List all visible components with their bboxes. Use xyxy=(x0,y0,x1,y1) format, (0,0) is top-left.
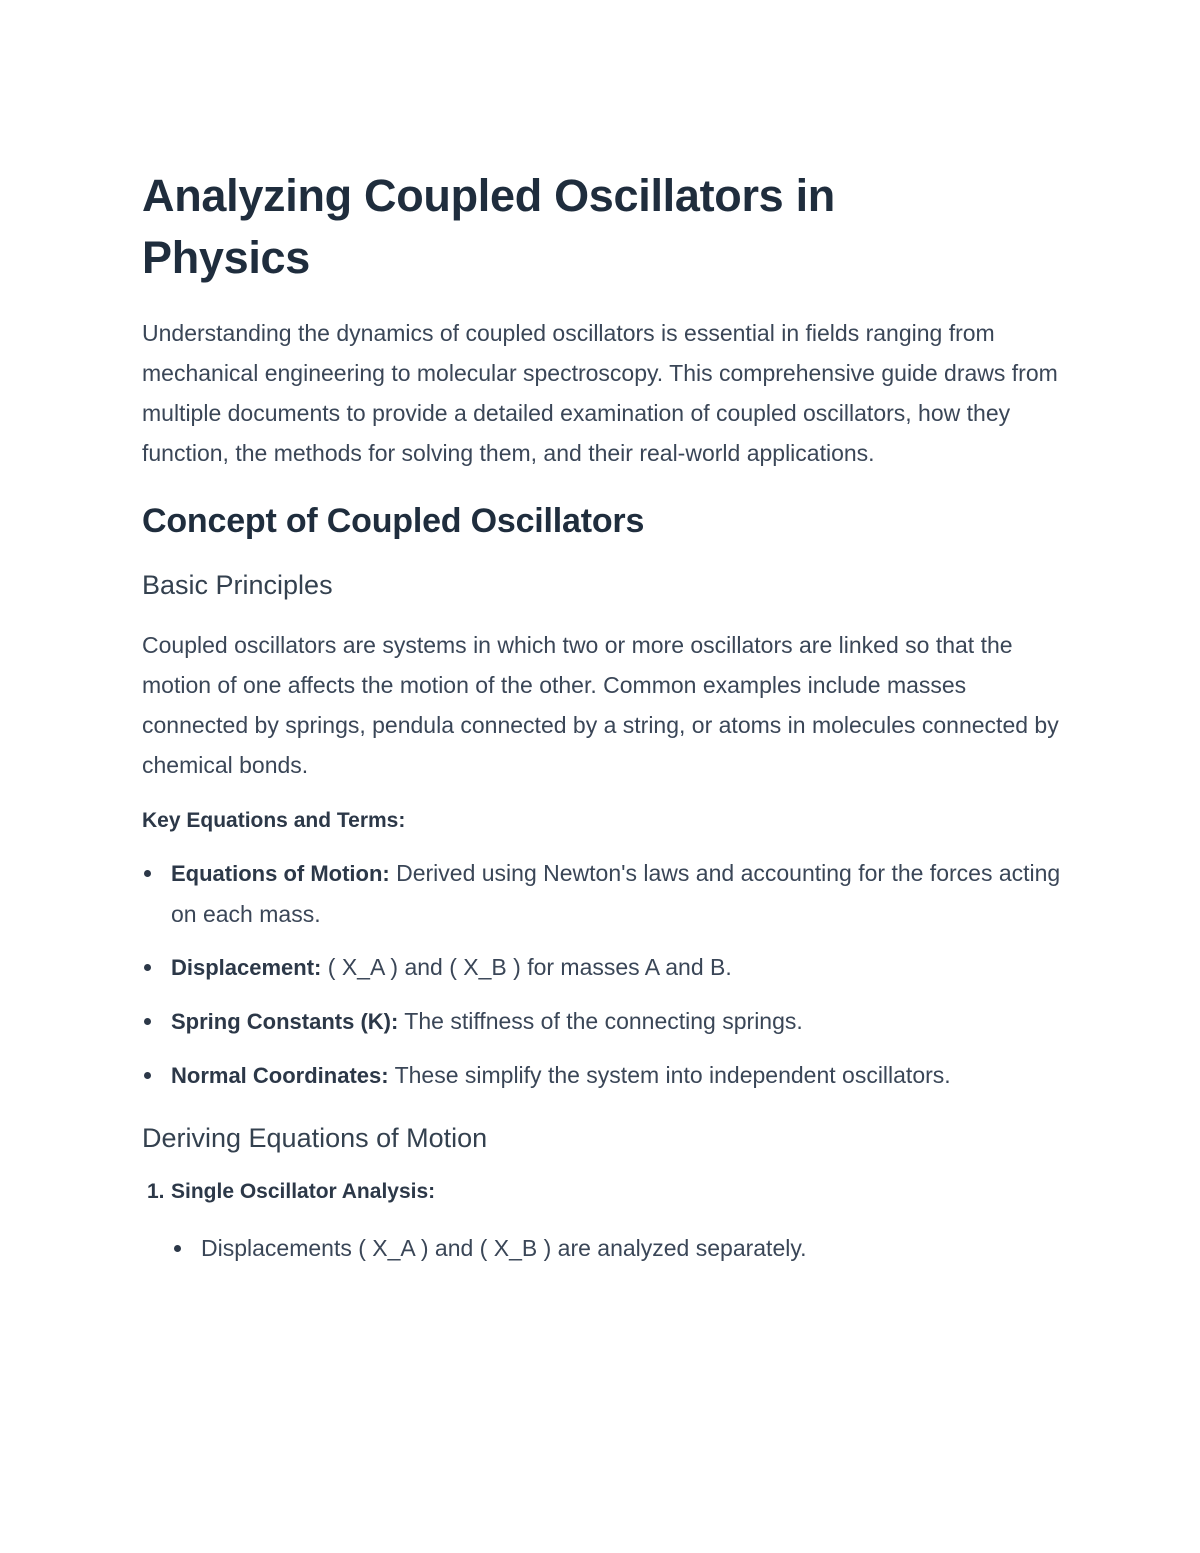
list-item xyxy=(142,947,1062,988)
sub-item-text: Displacements ( X_A ) and ( X_B ) are analyzed separately. xyxy=(201,1235,807,1261)
key-terms-list xyxy=(142,853,1062,1096)
bullet-icon xyxy=(174,1245,181,1252)
term-description: These simplify the system into independent oscillators. xyxy=(388,1062,951,1088)
term-name: Displacement: xyxy=(171,955,322,980)
section-heading-concept: Concept of Coupled Oscillators xyxy=(142,502,645,540)
basic-principles-paragraph: Coupled oscillators are systems in which two or more oscillators are linked so that the motion of one affects the motion of the other. Common examples include masses connected by springs, pendula connected by a string, or atoms in molecules connected by chemical bonds. xyxy=(142,632,1059,778)
step-sub-list xyxy=(171,1228,1062,1268)
term-description: Derived using Newton's laws and accounting for the forces acting on each mass. xyxy=(171,860,1061,927)
term-name: Equations of Motion: xyxy=(171,861,390,886)
intro-paragraph: Understanding the dynamics of coupled oscillators is essential in fields ranging from mechanical engineering to molecular spectroscopy. This comprehensive guide draws from multiple documents to provide a detailed examination of coupled oscillators, how they function, the methods for solving them, and their real-world applications. xyxy=(142,320,1058,466)
list-item xyxy=(171,1228,1062,1268)
subheading-deriving-equations: Deriving Equations of Motion xyxy=(142,1123,488,1153)
term-name: Spring Constants (K): xyxy=(171,1009,399,1034)
bullet-icon xyxy=(144,870,151,877)
step-title: Single Oscillator Analysis: xyxy=(171,1180,436,1203)
term-description: ( X_A ) and ( X_B ) for masses A and B. xyxy=(321,954,732,980)
title-line-2: Physics xyxy=(142,232,311,283)
bullet-icon xyxy=(144,1072,151,1079)
title-line-1: Analyzing Coupled Oscillators in xyxy=(142,170,835,221)
bullet-icon xyxy=(144,1018,151,1025)
document-page xyxy=(142,165,1062,1268)
step-number: 1. xyxy=(147,1180,165,1203)
key-equations-label: Key Equations and Terms: xyxy=(142,809,406,832)
document-title xyxy=(142,165,1062,289)
steps-list xyxy=(142,1176,1062,1268)
list-item xyxy=(142,853,1062,934)
bullet-icon xyxy=(144,964,151,971)
subheading-basic-principles: Basic Principles xyxy=(142,570,333,600)
term-description: The stiffness of the connecting springs. xyxy=(398,1008,803,1034)
list-item xyxy=(142,1055,1062,1096)
term-name: Normal Coordinates: xyxy=(171,1063,389,1088)
step-item xyxy=(142,1176,1062,1268)
list-item xyxy=(142,1001,1062,1042)
